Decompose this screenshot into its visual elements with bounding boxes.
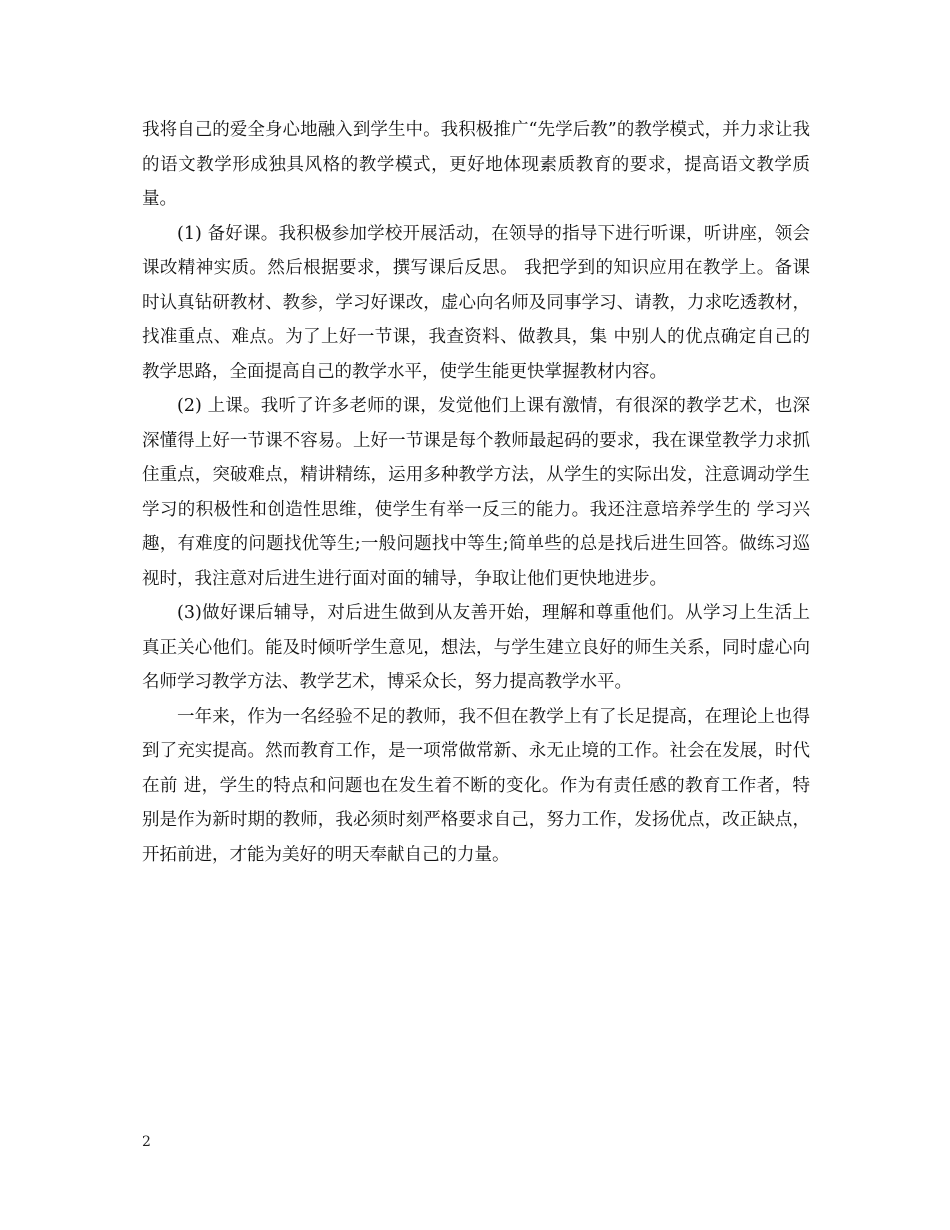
- paragraph-tutoring: (3)做好课后辅导，对后进生做到从友善开始，理解和尊重他们。从学习上生活上真正关心他们。能及时倾听学生意见，想法，与学生建立良好的师生关系，同时虚心向名师学习教学方法、教学艺术，博采众长，努力提高教学水平。: [142, 603, 810, 692]
- paragraph-conclusion: 一年来，作为一名经验不足的教师，我不但在教学上有了长足提高，在理论上也得到了充实提高。然而教育工作，是一项常做常新、永无止境的工作。社会在发展，时代在前 进，学生的特点和问题也在发生着不断的变化。作为有责任感的教育工作者，特别是作为新时期的教师，我必须时刻严格要求自己，努力工作，发扬优点，改正缺点，开拓前进，才能为美好的明天奉献自己的力量。: [142, 706, 810, 865]
- page-number: 2: [142, 1134, 151, 1150]
- body-text: [142, 113, 810, 872]
- paragraph-teaching: (2) 上课。我听了许多老师的课，发觉他们上课有激情，有很深的教学艺术，也深深懂得上好一节课不容易。上好一节课是每个教师最起码的要求，我在课堂教学力求抓 住重点，突破难点，精讲精练，运用多种教学方法，从学生的实际出发，注意调动学生学习的积极性和创造性思维，使学生有举一反三的能力。我还注意培养学生的 学习兴趣，有难度的问题找优等生;一般问题找中等生;简单些的总是找后进生回答。做练习巡视时，我注意对后进生进行面对面的辅导，争取让他们更快地进步。: [142, 396, 810, 589]
- paragraph-intro: 我将自己的爱全身心地融入到学生中。我积极推广“先学后教”的教学模式，并力求让我的语文教学形成独具风格的教学模式，更好地体现素质教育的要求，提高语文教学质量。: [142, 120, 810, 209]
- paragraph-lesson-prep: (1) 备好课。我积极参加学校开展活动，在领导的指导下进行听课，听讲座，领会课改精神实质。然后根据要求，撰写课后反思。 我把学到的知识应用在教学上。备课时认真钻研教材、教参，学习好课改，虚心向名师及同事学习、请教，力求吃透教材，找准重点、难点。为了上好一节课，我查资料、做教具，集 中别人的优点确定自己的教学思路，全面提高自己的教学水平，使学生能更快掌握教材内容。: [142, 223, 810, 382]
